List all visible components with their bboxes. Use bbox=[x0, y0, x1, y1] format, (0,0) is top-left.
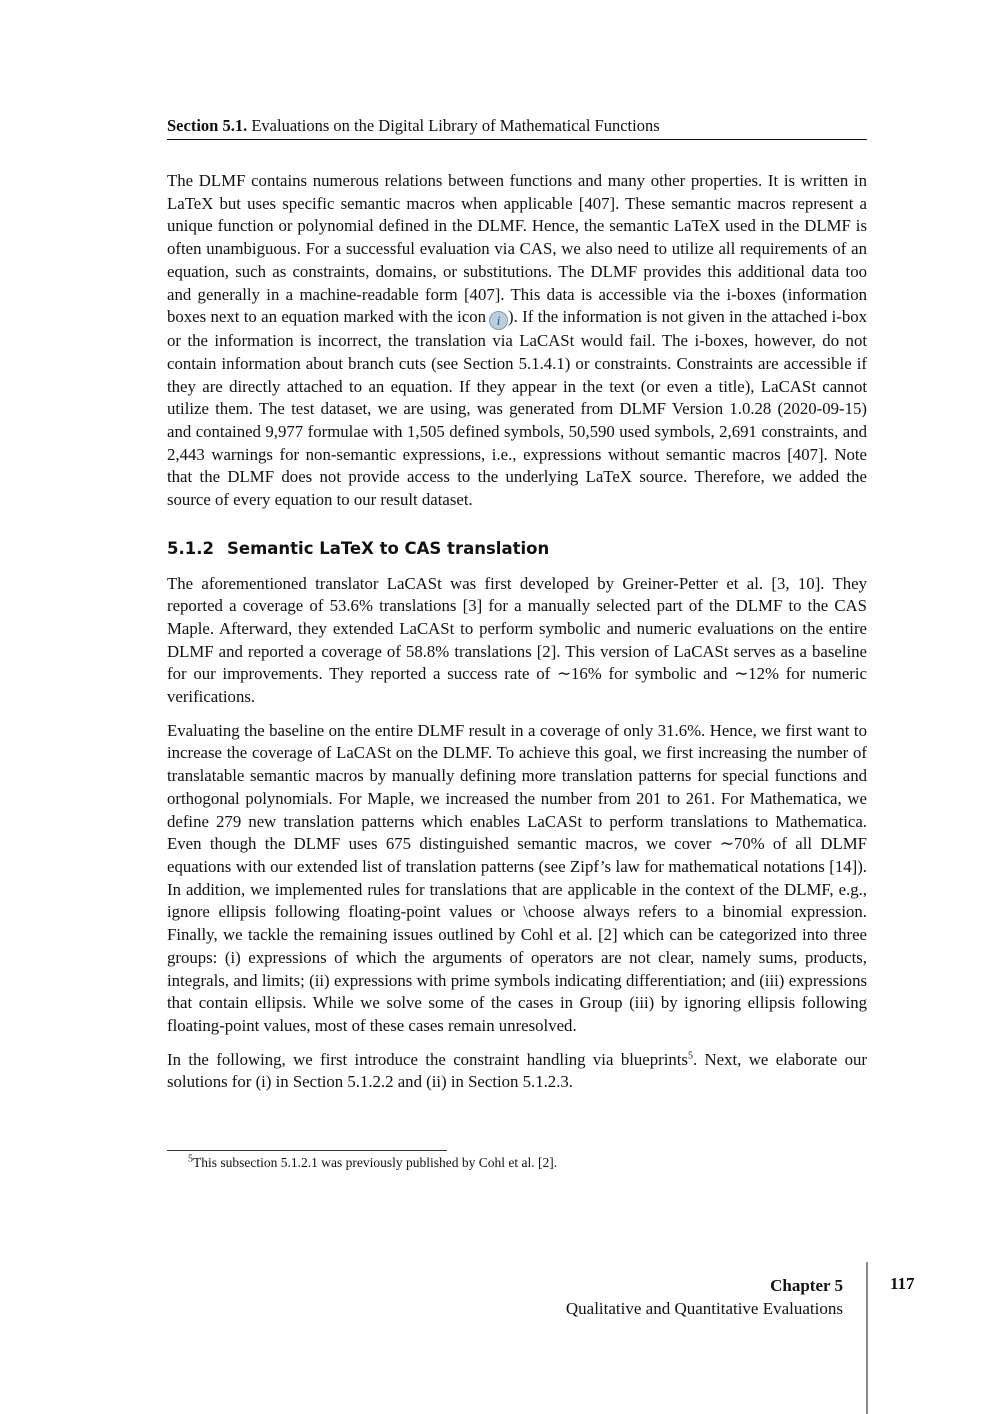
footer-chapter: Chapter 5 bbox=[770, 1276, 843, 1295]
paragraph-4-part-1: In the following, we first introduce the constraint handling via blueprints bbox=[167, 1049, 688, 1069]
footnote-text: This subsection 5.1.2.1 was previously published by Cohl et al. [2]. bbox=[193, 1155, 558, 1170]
subsection-title: Semantic LaTeX to CAS translation bbox=[227, 538, 550, 558]
paragraph-3: Evaluating the baseline on the entire DLMF result in a coverage of only 31.6%. Hence, we first want to increase the coverage of LaCASt on the DLMF. To achieve this goal, we first increasing the number of translatable semantic macros by manually defining more translation patterns for special functions and orthogonal polynomials. For Maple, we increased the number from 201 to 261. For Mathematica, we define 279 new translation patterns which enables LaCASt to perform translations to Mathematica. Even though the DLMF uses 675 distinguished semantic macros, we cover ∼70% of all DLMF equations with our extended list of translation patterns (see Zipf’s law for mathematical notations [14]). In addition, we implemented rules for translations that are applicable in the context of the DLMF, e.g., ignore ellipsis following floating-point values or \choose always refers to a binomial expression. Finally, we tackle the remaining issues outlined by Cohl et al. [2] which can be categorized into three groups: (i) expressions of which the arguments of operators are not clear, namely sums, products, integrals, and limits; (ii) expressions with prime symbols indicating differentiation; and (iii) expressions that contain ellipsis. While we solve some of the cases in Group (iii) by ignoring ellipsis following floating-point values, most of these cases remain unresolved. bbox=[167, 720, 867, 1035]
footnote-mark[interactable]: 5 bbox=[687, 1050, 693, 1062]
footer-divider bbox=[866, 1262, 868, 1414]
footnote-rule bbox=[167, 1150, 447, 1151]
paragraph-2: The aforementioned translator LaCASt was first developed by Greiner-Petter et al. [3, 10]. They reported a coverage of 53.6% translations [3] for a manually selected part of the DLMF to the CAS Maple. Afterward, they extended LaCASt to perform symbolic and numeric evaluations on the entire DLMF and reported a coverage of 58.8% translations [2]. This version of LaCASt serves as a baseline for our improvements. They reported a success rate of ∼16% for symbolic and ∼12% for numeric verifications. bbox=[167, 573, 867, 707]
main-text bbox=[167, 170, 867, 1105]
header-section-label: Section 5.1. bbox=[167, 116, 248, 135]
subsection-heading bbox=[167, 538, 867, 561]
footnote bbox=[188, 1155, 557, 1171]
running-header bbox=[167, 116, 867, 140]
paragraph-1 bbox=[167, 170, 867, 512]
subsection-number: 5.1.2 bbox=[167, 538, 214, 558]
info-icon: i bbox=[489, 311, 508, 330]
paragraph-4 bbox=[167, 1049, 867, 1094]
page-number: 117 bbox=[890, 1274, 915, 1293]
paragraph-1-part-1: The DLMF contains numerous relations between functions and many other properties. It is written in LaTeX but uses specific semantic macros when applicable [407]. These semantic macros represent a unique function or polynomial defined in the DLMF. Hence, the semantic LaTeX used in the DLMF is often unambiguous. For a successful evaluation via CAS, we also need to utilize all requirements of an equation, such as constraints, domains, or substitutions. The DLMF provides this additional data too and generally in a machine-readable form [407]. This data is accessible via the i-boxes (information boxes next to an equation marked with the icon bbox=[167, 171, 867, 327]
footer-chapter-title: Qualitative and Quantitative Evaluations bbox=[565, 1299, 843, 1318]
paragraph-1-part-2: ). If the information is not given in the attached i-box or the information is incorrect, the translation via LaCASt would fail. The i-boxes, however, do not contain information about branch cuts (see Section 5.1.4.1) or constraints. Constraints are accessible if they are directly attached to an equation. If they appear in the text (or even a title), LaCASt cannot utilize them. The test dataset, we are using, was generated from DLMF Version 1.0.28 (2020-09-15) and contained 9,977 formulae with 1,505 defined symbols, 50,590 used symbols, 2,691 constraints, and 2,443 warnings for non-semantic expressions, i.e., expressions without semantic macros [407]. Note that the DLMF does not provide access to the underlying LaTeX source. Therefore, we added the source of every equation to our result dataset. bbox=[167, 307, 868, 510]
header-section-title: Evaluations on the Digital Library of Mathematical Functions bbox=[251, 116, 660, 135]
running-footer bbox=[566, 1274, 843, 1320]
paragraph-4-part-2: . Next, we elaborate our solutions for (i) in Section 5.1.2.2 and (ii) in Section 5.1.2.3. bbox=[167, 1049, 867, 1092]
footnote-number: 5 bbox=[188, 1153, 193, 1165]
